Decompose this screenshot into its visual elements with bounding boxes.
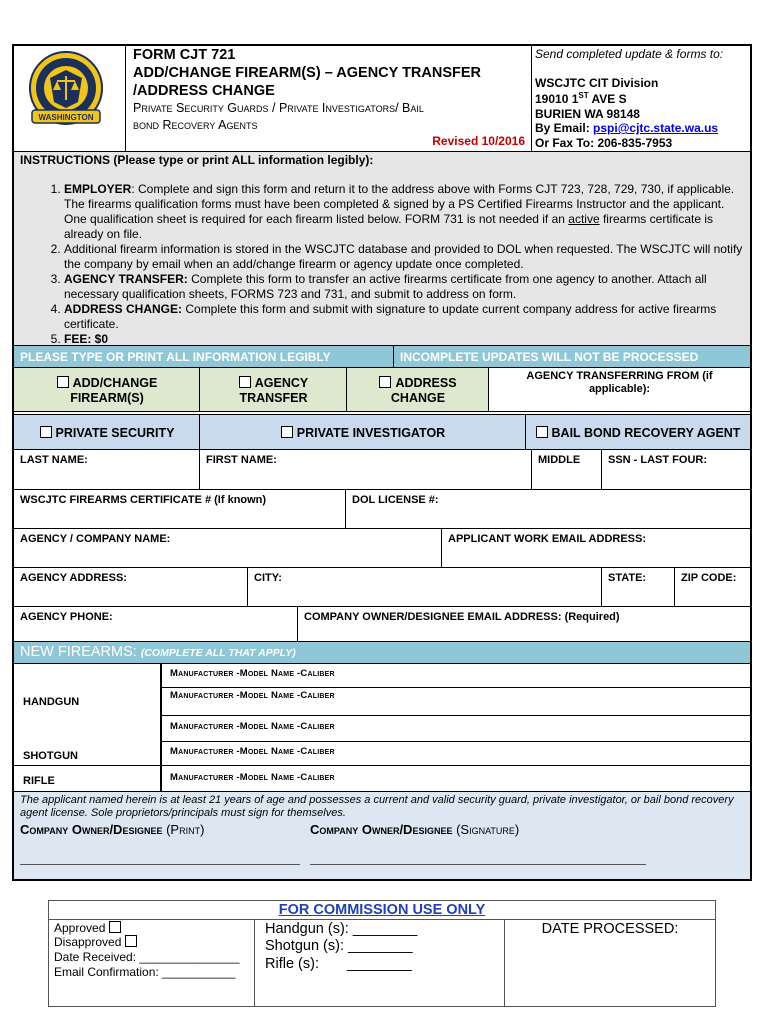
instruction-employer: 1. EMPLOYER: Complete and sign this form and return it to the address above with Forms CJT 723, 728, 729, 730, if applicable. The firearms qualification forms must have been completed & signed by a PS Certified Firearms Instructor and the applicant. One qualification sheet is required for each firearm listed below. FORM 731 is not needed if an active firearms certificate is already on file. (64, 182, 744, 242)
option-private-investigator[interactable]: PRIVATE INVESTIGATOR (200, 414, 526, 450)
print-name-line[interactable] (20, 864, 300, 865)
disapproved-label: Disapproved (54, 935, 122, 949)
seal-banner: WASHINGTON (38, 113, 94, 122)
ssn-field[interactable]: SSN - LAST FOUR: (602, 450, 750, 490)
checkbox-icon[interactable] (281, 426, 293, 438)
checkbox-icon[interactable] (536, 426, 548, 438)
instructions-list (14, 182, 750, 347)
option-address-change[interactable]: ADDRESS CHANGE (347, 368, 489, 412)
handgun-count[interactable]: Handgun (s): ________ (265, 921, 418, 937)
handgun-entry-3[interactable]: Manufacturer -Model Name -Caliber (162, 716, 750, 742)
form-title-line2: /ADDRESS CHANGE (133, 83, 275, 99)
checkbox-icon[interactable] (40, 426, 52, 438)
form-number: FORM CJT 721 (133, 47, 236, 63)
instruction-address-change: 4. ADDRESS CHANGE: Complete this form and submit with signature to update current company address for active firearms certificate. (64, 302, 744, 332)
disapproved-checkbox[interactable] (125, 935, 137, 947)
rifle-category: RIFLE (14, 766, 162, 792)
work-email-field[interactable]: APPLICANT WORK EMAIL ADDRESS: (442, 529, 750, 568)
commission-title: FOR COMMISSION USE ONLY (278, 902, 486, 918)
commission-firearm-counts (255, 920, 505, 1006)
instruction-fee: 5. FEE: $0 (64, 332, 744, 347)
agency-name-field[interactable]: AGENCY / COMPANY NAME: (14, 529, 442, 568)
zip-field[interactable]: ZIP CODE: (675, 568, 750, 607)
date-received[interactable]: Date Received: _______________ (54, 950, 240, 964)
handgun-entry-1[interactable]: Manufacturer -Model Name -Caliber (162, 664, 750, 688)
state-field[interactable]: STATE: (602, 568, 675, 607)
commission-date-processed[interactable]: DATE PROCESSED: (541, 921, 679, 937)
instruction-agency-transfer: 3. AGENCY TRANSFER: Complete this form to transfer an active firearms certificate from one agency to another. Attach all necessary qualification sheets, FORMS 723 and 731, and submit to address on form. (64, 272, 744, 302)
email-link[interactable]: pspi@cjtc.state.wa.us (593, 121, 719, 135)
city-field[interactable]: CITY: (248, 568, 602, 607)
instructions-section (14, 152, 750, 346)
dol-license-field[interactable]: DOL LICENSE #: (346, 490, 750, 529)
approved-label: Approved (54, 921, 106, 935)
form-subtitle-line1: Private Security Guards / Private Investigators/ Bail (133, 101, 424, 115)
shotgun-entry[interactable]: Manufacturer -Model Name -Caliber (162, 742, 750, 766)
certificate-number-field[interactable]: WSCJTC FIREARMS CERTIFICATE # (If known) (14, 490, 346, 529)
age-statement: The applicant named herein is at least 21 years of age and possesses a current and valid security guard, private investigator, or bail bond recovery agent license. Sole proprietors/principals must sign for themselves. (20, 794, 734, 819)
street-address: 19010 1ST AVE S (535, 91, 627, 106)
fax-number: Or Fax To: 206-835-7953 (535, 136, 673, 150)
division-name: WSCJTC CIT Division (535, 76, 659, 90)
send-to-label: Send completed update & forms to: (535, 47, 724, 61)
first-name-field[interactable]: FIRST NAME: (200, 450, 532, 490)
option-agency-transfer[interactable]: AGENCY TRANSFER (200, 368, 347, 412)
option-bail-bond[interactable]: BAIL BOND RECOVERY AGENT (526, 414, 750, 450)
revised-date: Revised 10/2016 (432, 134, 525, 148)
checkbox-icon[interactable] (57, 376, 69, 388)
banner-right: INCOMPLETE UPDATES WILL NOT BE PROCESSED (394, 346, 750, 368)
title-cell (126, 46, 532, 152)
rifle-count[interactable]: Rifle (s): ________ (265, 956, 412, 972)
option-private-security[interactable]: PRIVATE SECURITY (14, 414, 200, 450)
instruction-database: 2. Additional firearm information is stored in the WSCJTC database and provided to DOL when requested. The WSCJTC will notify the company by email when an add/change firearm or agency update once completed. (64, 242, 744, 272)
form-title-line1: ADD/CHANGE FIREARM(S) – AGENCY TRANSFER (133, 65, 482, 81)
banner-left: PLEASE TYPE OR PRINT ALL INFORMATION LEGIBLY (14, 346, 394, 368)
city-state-zip: BURIEN WA 98148 (535, 107, 640, 121)
last-name-field[interactable]: LAST NAME: (14, 450, 200, 490)
agency-address-field[interactable]: AGENCY ADDRESS: (14, 568, 248, 607)
agency-phone-field[interactable]: AGENCY PHONE: (14, 607, 298, 642)
shotgun-count[interactable]: Shotgun (s): ________ (265, 938, 413, 954)
middle-name-field[interactable]: MIDDLE (532, 450, 602, 490)
email-line: By Email: pspi@cjtc.state.wa.us (535, 121, 719, 135)
checkbox-icon[interactable] (239, 376, 251, 388)
handgun-category: HANDGUN (14, 664, 162, 742)
wscjtc-seal-icon (26, 50, 106, 130)
new-firearms-heading: NEW FIREARMS: (COMPLETE ALL THAT APPLY) (14, 642, 750, 664)
agency-transferring-from-field[interactable]: AGENCY TRANSFERRING FROM (if applicable): (489, 368, 750, 412)
commission-use-box (48, 900, 716, 1007)
rifle-entry[interactable]: Manufacturer -Model Name -Caliber (162, 766, 750, 792)
email-confirmation[interactable]: Email Confirmation: ___________ (54, 965, 236, 979)
checkbox-icon[interactable] (379, 376, 391, 388)
mailing-address-cell (532, 46, 750, 152)
commission-status (49, 920, 255, 1006)
option-add-change-firearm[interactable]: ADD/CHANGE FIREARM(S) (14, 368, 200, 412)
signature-line[interactable] (310, 864, 646, 865)
approved-checkbox[interactable] (109, 921, 121, 933)
handgun-entry-2[interactable]: Manufacturer -Model Name -Caliber (162, 688, 750, 716)
shotgun-category: SHOTGUN (14, 742, 162, 766)
signature-section (14, 792, 750, 879)
form-subtitle-line2: bond Recovery Agents (133, 118, 258, 132)
logo-cell (14, 46, 126, 152)
instructions-heading: INSTRUCTIONS (Please type or print ALL information legibly): (20, 153, 374, 167)
print-name-label: Company Owner/Designee (Print) (20, 822, 205, 837)
signature-label: Company Owner/Designee (Signature) (310, 822, 520, 837)
owner-email-field[interactable]: COMPANY OWNER/DESIGNEE EMAIL ADDRESS: (Required) (298, 607, 750, 642)
cjt-721-form (12, 44, 752, 881)
